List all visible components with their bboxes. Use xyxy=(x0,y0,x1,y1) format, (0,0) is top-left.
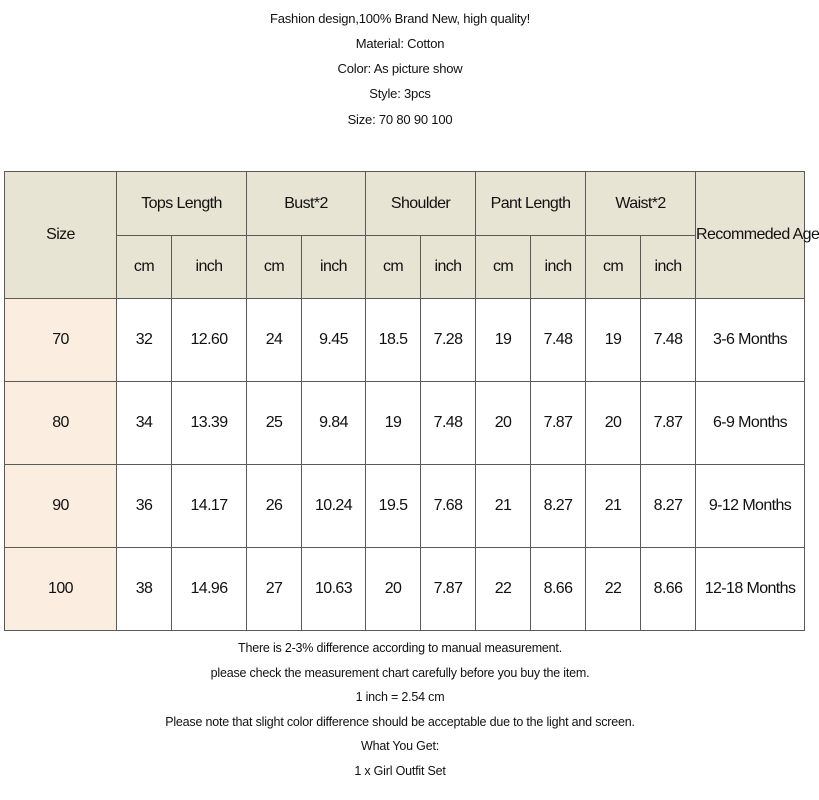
age-header: Recommeded Age xyxy=(696,172,805,299)
value-cell: 20 xyxy=(586,382,641,465)
value-cell: 20 xyxy=(366,548,421,631)
group-header: Bust*2 xyxy=(247,172,366,236)
value-cell: 13.39 xyxy=(172,382,247,465)
value-cell: 14.17 xyxy=(172,465,247,548)
product-intro xyxy=(0,6,800,132)
unit-header: inch xyxy=(302,236,366,299)
value-cell: 7.28 xyxy=(421,299,476,382)
intro-line: Size: 70 80 90 100 xyxy=(347,112,453,127)
unit-header: inch xyxy=(641,236,696,299)
value-cell: 14.96 xyxy=(172,548,247,631)
value-cell: 19 xyxy=(476,299,531,382)
value-cell: 20 xyxy=(476,382,531,465)
size-chart-table xyxy=(4,171,819,631)
unit-header: cm xyxy=(117,236,172,299)
size-cell: 70 xyxy=(5,299,117,382)
value-cell: 21 xyxy=(586,465,641,548)
value-cell: 7.87 xyxy=(641,382,696,465)
intro-line: Style: 3pcs xyxy=(369,86,431,101)
group-header: Pant Length xyxy=(476,172,586,236)
note-line: 1 inch = 2.54 cm xyxy=(355,690,445,704)
unit-header: inch xyxy=(172,236,247,299)
note-line: please check the measurement chart carefully before you buy the item. xyxy=(210,665,590,680)
age-cell: 3-6 Months xyxy=(696,299,805,382)
value-cell: 7.48 xyxy=(531,299,586,382)
note-line: What You Get: xyxy=(360,739,439,753)
group-header: Tops Length xyxy=(117,172,247,236)
value-cell: 21 xyxy=(476,465,531,548)
value-cell: 9.84 xyxy=(302,382,366,465)
intro-line: Material: Cotton xyxy=(355,36,445,51)
value-cell: 36 xyxy=(117,465,172,548)
value-cell: 25 xyxy=(247,382,302,465)
value-cell: 10.24 xyxy=(302,465,366,548)
age-cell: 6-9 Months xyxy=(696,382,805,465)
table-row xyxy=(5,299,805,382)
value-cell: 19 xyxy=(366,382,421,465)
value-cell: 7.87 xyxy=(421,548,476,631)
value-cell: 19 xyxy=(586,299,641,382)
value-cell: 8.66 xyxy=(531,548,586,631)
size-cell: 90 xyxy=(5,465,117,548)
value-cell: 8.27 xyxy=(531,465,586,548)
note-line: There is 2-3% difference according to manual measurement. xyxy=(238,641,562,655)
unit-header: inch xyxy=(531,236,586,299)
group-header: Shoulder xyxy=(366,172,476,236)
age-cell: 9-12 Months xyxy=(696,465,805,548)
value-cell: 7.87 xyxy=(531,382,586,465)
intro-line: Fashion design,100% Brand New, high quality! xyxy=(269,11,531,26)
table-row xyxy=(5,548,805,631)
table-row xyxy=(5,382,805,465)
table-row xyxy=(5,465,805,548)
value-cell: 24 xyxy=(247,299,302,382)
value-cell: 12.60 xyxy=(172,299,247,382)
unit-header: cm xyxy=(476,236,531,299)
value-cell: 9.45 xyxy=(302,299,366,382)
product-notes xyxy=(0,636,800,783)
note-line: 1 x Girl Outfit Set xyxy=(354,763,446,778)
value-cell: 7.68 xyxy=(421,465,476,548)
value-cell: 38 xyxy=(117,548,172,631)
size-header: Size xyxy=(5,172,117,299)
value-cell: 26 xyxy=(247,465,302,548)
age-cell: 12-18 Months xyxy=(696,548,805,631)
unit-header: cm xyxy=(366,236,421,299)
unit-header: inch xyxy=(421,236,476,299)
value-cell: 18.5 xyxy=(366,299,421,382)
value-cell: 7.48 xyxy=(421,382,476,465)
value-cell: 10.63 xyxy=(302,548,366,631)
value-cell: 27 xyxy=(247,548,302,631)
value-cell: 7.48 xyxy=(641,299,696,382)
value-cell: 19.5 xyxy=(366,465,421,548)
note-line: Please note that slight color difference should be acceptable due to the light and screen. xyxy=(165,714,635,729)
value-cell: 22 xyxy=(586,548,641,631)
value-cell: 8.27 xyxy=(641,465,696,548)
intro-line: Color: As picture show xyxy=(337,61,463,76)
group-header: Waist*2 xyxy=(586,172,696,236)
unit-header: cm xyxy=(586,236,641,299)
unit-header: cm xyxy=(247,236,302,299)
value-cell: 34 xyxy=(117,382,172,465)
value-cell: 22 xyxy=(476,548,531,631)
value-cell: 32 xyxy=(117,299,172,382)
size-cell: 100 xyxy=(5,548,117,631)
value-cell: 8.66 xyxy=(641,548,696,631)
size-cell: 80 xyxy=(5,382,117,465)
